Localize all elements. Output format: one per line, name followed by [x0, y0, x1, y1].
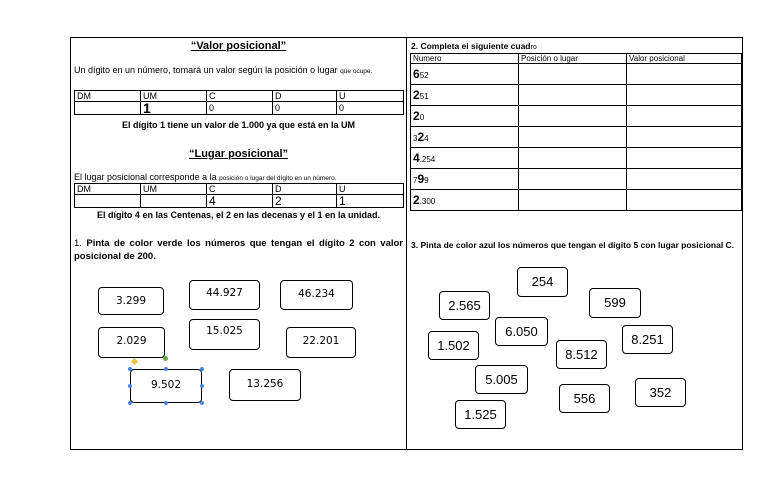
column-divider: [406, 38, 407, 450]
table2-header: UM: [141, 184, 207, 195]
complete-table-number: 652: [411, 64, 519, 85]
table2-cell: [75, 195, 141, 208]
lugar-title: “Lugar posicional”: [188, 148, 288, 160]
table1-cell: 1: [141, 102, 207, 115]
resize-handle[interactable]: [128, 367, 132, 371]
resize-handle[interactable]: [164, 367, 168, 371]
adjust-handle[interactable]: [131, 358, 138, 365]
table1-cell: 0: [337, 102, 404, 115]
resize-handle[interactable]: [200, 401, 204, 405]
lugar-text-small: posición o lugar del dígito en un número.: [219, 175, 337, 182]
value-cell[interactable]: [627, 85, 742, 106]
table2-header: C: [207, 184, 273, 195]
complete-table-number: 4.254: [411, 148, 519, 169]
number-box[interactable]: 15.025: [189, 319, 260, 350]
position-cell[interactable]: [519, 148, 627, 169]
number-box[interactable]: 6.050: [495, 317, 548, 346]
number-box[interactable]: 13.256: [229, 369, 301, 401]
table1-cell: [75, 102, 141, 115]
position-cell[interactable]: [519, 85, 627, 106]
question-1-text: Pinta de color verde los números que tengan el dígito 2 con valor posicional de 200.: [74, 238, 403, 262]
complete-table-number: 324: [411, 127, 519, 148]
rotate-handle[interactable]: [163, 356, 168, 361]
complete-table-number: 2.300: [411, 190, 519, 211]
number-box[interactable]: 1.525: [455, 400, 506, 429]
question-3: 3. Pinta de color azul los números que tengan el dígito 5 con lugar posicional C.: [411, 240, 735, 250]
complete-table-header: Posición o lugar: [519, 54, 627, 64]
value-cell[interactable]: [627, 64, 742, 85]
number-box[interactable]: 8.251: [622, 325, 673, 354]
place-value-table-2: [74, 183, 404, 208]
valor-text: Un dígito en un número, tomará un valor según la posición o lugar: [74, 65, 341, 75]
valor-title: “Valor posicional”: [190, 40, 287, 52]
number-box[interactable]: 22.201: [286, 327, 356, 358]
complete-table-number: 251: [411, 85, 519, 106]
valor-text-small: que ocupe.: [340, 68, 373, 75]
number-box[interactable]: 1.502: [428, 331, 479, 360]
complete-table-number: 20: [411, 106, 519, 127]
position-cell[interactable]: [519, 106, 627, 127]
question-1: [74, 237, 403, 263]
position-cell[interactable]: [519, 127, 627, 148]
table2-cell: 4: [207, 195, 273, 208]
complete-table-number: 799: [411, 169, 519, 190]
table2-header: U: [337, 184, 404, 195]
number-box[interactable]: 2.565: [439, 291, 490, 320]
number-box[interactable]: 556: [559, 384, 610, 413]
table1-header: UM: [141, 91, 207, 102]
value-cell[interactable]: [627, 190, 742, 211]
value-cell[interactable]: [627, 169, 742, 190]
place-value-table-1: [74, 90, 404, 115]
position-cell[interactable]: [519, 169, 627, 190]
resize-handle[interactable]: [128, 384, 132, 388]
number-box[interactable]: 2.029: [98, 327, 165, 358]
table2-cell: [141, 195, 207, 208]
table1-caption: El dígito 1 tiene un valor de 1.000 ya que está en la UM: [121, 120, 356, 130]
valor-paragraph: [74, 65, 402, 77]
number-box[interactable]: 3.299: [98, 287, 164, 315]
question-1-number: 1.: [74, 238, 87, 249]
resize-handle[interactable]: [128, 401, 132, 405]
table2-cell: 1: [337, 195, 404, 208]
table2-header: DM: [75, 184, 141, 195]
position-cell[interactable]: [519, 190, 627, 211]
question-2-title: 2. Completa el siguiente cuad: [411, 41, 531, 51]
selected-number-box[interactable]: 9.502: [130, 369, 202, 403]
table1-header: D: [273, 91, 337, 102]
table2-cell: 2: [273, 195, 337, 208]
question-2-title-small: ro: [530, 44, 537, 51]
number-box[interactable]: 352: [635, 378, 686, 407]
number-box[interactable]: 44.927: [189, 280, 260, 310]
number-box[interactable]: 8.512: [556, 340, 607, 369]
complete-table: [410, 53, 742, 211]
lugar-text: El lugar posicional corresponde a la: [74, 172, 220, 182]
number-box[interactable]: 254: [517, 267, 568, 297]
table1-cell: 0: [207, 102, 273, 115]
position-cell[interactable]: [519, 64, 627, 85]
complete-table-header: Valor posicional: [627, 54, 742, 64]
table1-header: C: [207, 91, 273, 102]
value-cell[interactable]: [627, 148, 742, 169]
resize-handle[interactable]: [200, 384, 204, 388]
worksheet: [70, 37, 743, 450]
table1-header: DM: [75, 91, 141, 102]
value-cell[interactable]: [627, 127, 742, 148]
table2-caption: El dígito 4 en las Centenas, el 2 en las decenas y el 1 en la unidad.: [96, 210, 381, 220]
question-2: [411, 41, 537, 51]
number-box[interactable]: 599: [589, 288, 641, 318]
resize-handle[interactable]: [200, 367, 204, 371]
number-box[interactable]: 5.005: [475, 365, 528, 394]
complete-table-header: Numero: [411, 54, 519, 64]
value-cell[interactable]: [627, 106, 742, 127]
table2-header: D: [273, 184, 337, 195]
table1-cell: 0: [273, 102, 337, 115]
table1-header: U: [337, 91, 404, 102]
number-box[interactable]: 46.234: [280, 280, 353, 310]
resize-handle[interactable]: [164, 401, 168, 405]
